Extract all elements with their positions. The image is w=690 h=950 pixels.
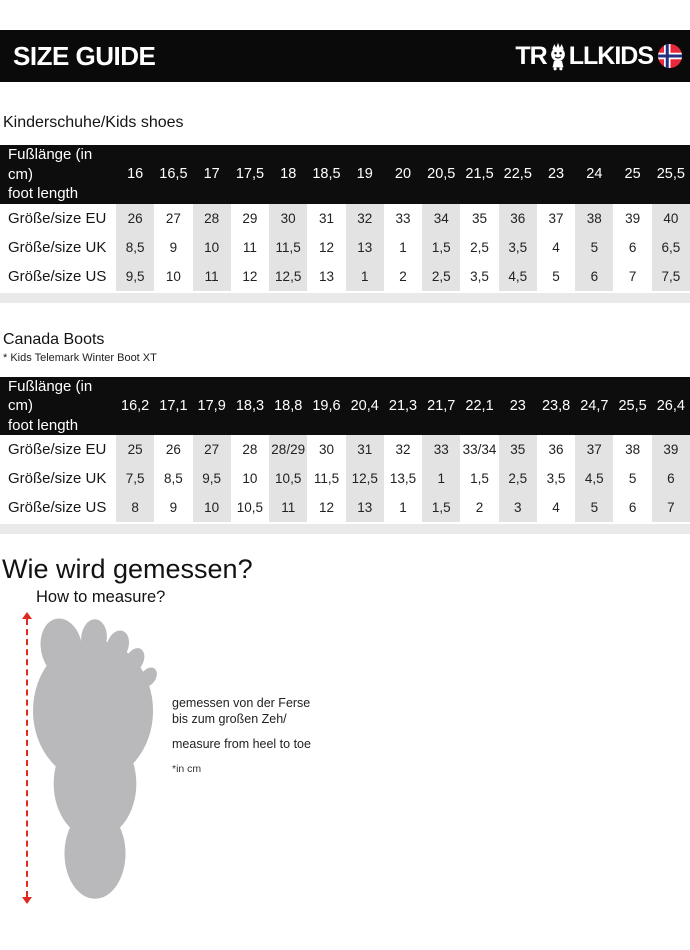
foot-length-cell: 24 xyxy=(575,145,613,204)
size-cell: 9 xyxy=(154,493,192,522)
size-cell: 1 xyxy=(422,464,460,493)
size-cell: 25 xyxy=(116,435,154,464)
size-cell: 7 xyxy=(613,262,651,291)
foot-length-cell: 21,3 xyxy=(384,377,422,436)
size-cell: 9,5 xyxy=(193,464,231,493)
norway-flag-icon xyxy=(658,44,682,68)
foot-length-cell: 26,4 xyxy=(652,377,690,436)
size-cell: 3,5 xyxy=(537,464,575,493)
size-cell: 13 xyxy=(346,493,384,522)
kids-shoes-size-table-wrap xyxy=(0,145,690,291)
size-row-label: Größe/size US xyxy=(0,262,116,291)
size-cell: 26 xyxy=(154,435,192,464)
size-cell: 9,5 xyxy=(116,262,154,291)
size-cell: 5 xyxy=(613,464,651,493)
size-cell: 13 xyxy=(307,262,345,291)
size-cell: 6 xyxy=(652,464,690,493)
measure-heading-en: How to measure? xyxy=(36,588,166,606)
foot-length-cell: 24,7 xyxy=(575,377,613,436)
size-cell: 31 xyxy=(307,204,345,233)
foot-length-cell: 22,5 xyxy=(499,145,537,204)
foot-length-cell: 20,5 xyxy=(422,145,460,204)
header-bar xyxy=(0,30,690,82)
size-cell: 38 xyxy=(575,204,613,233)
size-cell: 2,5 xyxy=(460,233,498,262)
table-bottom-strip xyxy=(0,293,690,303)
foot-length-header-label: Fußlänge (in cm) foot length xyxy=(0,377,116,436)
note-unit: *in cm xyxy=(172,763,202,775)
foot-length-cell: 17 xyxy=(193,145,231,204)
size-cell: 27 xyxy=(193,435,231,464)
size-cell: 40 xyxy=(652,204,690,233)
size-cell: 5 xyxy=(575,493,613,522)
size-row xyxy=(0,435,690,464)
size-cell: 13,5 xyxy=(384,464,422,493)
foot-length-cell: 25,5 xyxy=(652,145,690,204)
foot-length-cell: 16,5 xyxy=(154,145,192,204)
size-cell: 2 xyxy=(384,262,422,291)
size-cell: 39 xyxy=(613,204,651,233)
note-en: measure from heel to toe xyxy=(172,737,311,751)
size-cell: 8 xyxy=(116,493,154,522)
size-row xyxy=(0,233,690,262)
size-cell: 3,5 xyxy=(460,262,498,291)
measure-heading-de: Wie wird gemessen? xyxy=(2,554,253,584)
note-de-line2: bis zum großen Zeh/ xyxy=(172,712,287,726)
measure-notes xyxy=(172,695,311,775)
size-cell: 7 xyxy=(652,493,690,522)
size-cell: 1 xyxy=(384,233,422,262)
size-cell: 1 xyxy=(384,493,422,522)
size-cell: 33 xyxy=(422,435,460,464)
size-cell: 12,5 xyxy=(346,464,384,493)
size-cell: 35 xyxy=(499,435,537,464)
size-cell: 3 xyxy=(499,493,537,522)
size-cell: 32 xyxy=(384,435,422,464)
size-cell: 4,5 xyxy=(499,262,537,291)
size-cell: 30 xyxy=(269,204,307,233)
size-cell: 27 xyxy=(154,204,192,233)
size-cell: 8,5 xyxy=(154,464,192,493)
foot-length-cell: 17,9 xyxy=(193,377,231,436)
foot-length-cell: 23,8 xyxy=(537,377,575,436)
foot-length-cell: 18 xyxy=(269,145,307,204)
table-bottom-strip xyxy=(0,524,690,534)
brand-logo xyxy=(515,42,682,71)
size-row xyxy=(0,493,690,522)
foot-length-cell: 18,3 xyxy=(231,377,269,436)
foot-length-cell: 17,5 xyxy=(231,145,269,204)
size-cell: 2 xyxy=(460,493,498,522)
size-cell: 6 xyxy=(575,262,613,291)
size-cell: 1,5 xyxy=(422,493,460,522)
foot-length-cell: 18,5 xyxy=(307,145,345,204)
foot-length-cell: 19 xyxy=(346,145,384,204)
size-cell: 5 xyxy=(537,262,575,291)
foot-illustration xyxy=(32,614,158,911)
size-cell: 30 xyxy=(307,435,345,464)
size-cell: 10 xyxy=(193,493,231,522)
size-cell: 10 xyxy=(154,262,192,291)
size-cell: 6,5 xyxy=(652,233,690,262)
size-row-label: Größe/size UK xyxy=(0,233,116,262)
size-cell: 29 xyxy=(231,204,269,233)
page-title: SIZE GUIDE xyxy=(13,40,156,71)
size-cell: 10,5 xyxy=(269,464,307,493)
size-cell: 10 xyxy=(231,464,269,493)
size-cell: 37 xyxy=(537,204,575,233)
size-cell: 28/29 xyxy=(269,435,307,464)
brand-wordmark xyxy=(515,42,653,71)
size-cell: 6 xyxy=(613,233,651,262)
measure-figure xyxy=(0,611,690,923)
section-label-kids-shoes: Kinderschuhe/Kids shoes xyxy=(3,114,184,131)
measure-arrow-bottom xyxy=(22,897,32,904)
section-label-canada-boots: Canada Boots xyxy=(3,330,105,348)
size-cell: 4 xyxy=(537,233,575,262)
size-row xyxy=(0,262,690,291)
troll-mascot-icon xyxy=(547,42,569,71)
size-cell: 12 xyxy=(231,262,269,291)
size-cell: 4,5 xyxy=(575,464,613,493)
foot-length-cell: 21,5 xyxy=(460,145,498,204)
size-cell: 7,5 xyxy=(116,464,154,493)
size-cell: 1 xyxy=(346,262,384,291)
foot-length-header-label: Fußlänge (in cm) foot length xyxy=(0,145,116,204)
size-cell: 7,5 xyxy=(652,262,690,291)
size-cell: 11,5 xyxy=(307,464,345,493)
size-cell: 28 xyxy=(193,204,231,233)
size-table xyxy=(0,377,690,523)
size-row xyxy=(0,204,690,233)
size-cell: 28 xyxy=(231,435,269,464)
size-row-label: Größe/size US xyxy=(0,493,116,522)
size-cell: 31 xyxy=(346,435,384,464)
size-cell: 1,5 xyxy=(422,233,460,262)
brand-text-suffix: LLKIDS xyxy=(568,41,653,70)
foot-length-cell: 19,6 xyxy=(307,377,345,436)
size-cell: 12 xyxy=(307,233,345,262)
foot-length-cell: 16 xyxy=(116,145,154,204)
size-cell: 4 xyxy=(537,493,575,522)
size-cell: 2,5 xyxy=(422,262,460,291)
brand-text-prefix: TR xyxy=(515,41,547,70)
size-cell: 1,5 xyxy=(460,464,498,493)
size-cell: 26 xyxy=(116,204,154,233)
section-sublabel-canada-boots: * Kids Telemark Winter Boot XT xyxy=(3,351,157,364)
foot-length-cell: 25,5 xyxy=(613,377,651,436)
foot-length-cell: 21,7 xyxy=(422,377,460,436)
foot-length-cell: 18,8 xyxy=(269,377,307,436)
size-cell: 2,5 xyxy=(499,464,537,493)
size-cell: 8,5 xyxy=(116,233,154,262)
foot-length-cell: 23 xyxy=(499,377,537,436)
size-cell: 10,5 xyxy=(231,493,269,522)
foot-length-header-row xyxy=(0,145,690,204)
size-cell: 10 xyxy=(193,233,231,262)
size-cell: 5 xyxy=(575,233,613,262)
foot-length-header-row xyxy=(0,377,690,436)
foot-length-cell: 22,1 xyxy=(460,377,498,436)
size-cell: 38 xyxy=(613,435,651,464)
size-cell: 33/34 xyxy=(460,435,498,464)
size-cell: 12,5 xyxy=(269,262,307,291)
foot-length-cell: 17,1 xyxy=(154,377,192,436)
foot-length-cell: 16,2 xyxy=(116,377,154,436)
canada-boots-size-table-wrap xyxy=(0,377,690,523)
foot-length-cell: 23 xyxy=(537,145,575,204)
size-cell: 13 xyxy=(346,233,384,262)
size-cell: 3,5 xyxy=(499,233,537,262)
size-cell: 12 xyxy=(307,493,345,522)
size-row-label: Größe/size UK xyxy=(0,464,116,493)
size-cell: 32 xyxy=(346,204,384,233)
size-cell: 11 xyxy=(269,493,307,522)
size-cell: 33 xyxy=(384,204,422,233)
foot-length-cell: 20 xyxy=(384,145,422,204)
size-cell: 34 xyxy=(422,204,460,233)
size-cell: 11 xyxy=(231,233,269,262)
foot-length-cell: 25 xyxy=(613,145,651,204)
size-table xyxy=(0,145,690,291)
size-cell: 37 xyxy=(575,435,613,464)
size-cell: 9 xyxy=(154,233,192,262)
size-cell: 11 xyxy=(193,262,231,291)
foot-length-cell: 20,4 xyxy=(346,377,384,436)
note-de-line1: gemessen von der Ferse xyxy=(172,696,311,710)
size-cell: 36 xyxy=(537,435,575,464)
measure-arrow-top xyxy=(22,612,32,619)
size-row xyxy=(0,464,690,493)
measure-dashed-line xyxy=(26,619,28,897)
size-row-label: Größe/size EU xyxy=(0,204,116,233)
size-cell: 36 xyxy=(499,204,537,233)
size-cell: 39 xyxy=(652,435,690,464)
size-cell: 6 xyxy=(613,493,651,522)
size-cell: 35 xyxy=(460,204,498,233)
size-row-label: Größe/size EU xyxy=(0,435,116,464)
size-cell: 11,5 xyxy=(269,233,307,262)
